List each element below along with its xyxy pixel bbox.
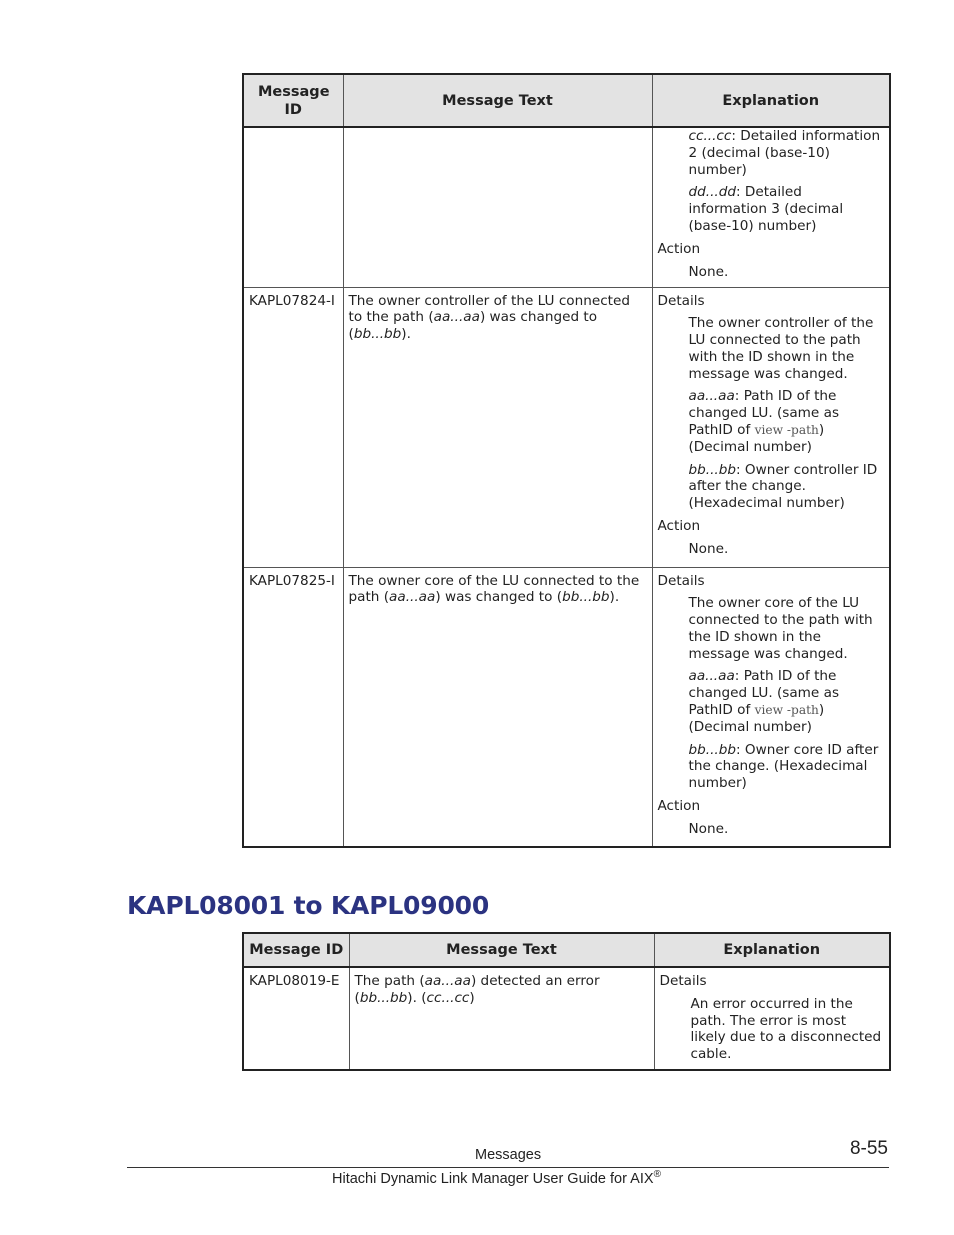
message-text-cell: The owner core of the LU connected to the path (aa...aa) was changed to (bb...bb).	[343, 567, 652, 847]
section-title: KAPL08001 to KAPL09000	[127, 891, 490, 920]
page-number: 8-55	[849, 1138, 888, 1159]
detail-bb: bb...bb: Owner core ID after the change. (Hexadecimal number)	[688, 741, 879, 792]
action-text: None.	[688, 263, 729, 280]
details-text: An error occurred in the path. The error is most likely due to a disconnected cable.	[690, 995, 882, 1063]
footer-divider	[127, 1167, 889, 1168]
detail-cc: cc...cc: Detailed information 2 (decimal (base-10) number)	[688, 128, 881, 178]
detail-dd: dd...dd: Detailed information 3 (decimal (base-10) number)	[688, 184, 844, 234]
detail-aa: aa...aa: Path ID of the changed LU. (same as PathID of view -path) (Decimal number)	[688, 668, 840, 735]
column-header-explanation: Explanation	[652, 74, 890, 127]
details-text: The owner controller of the LU connected to the path with the ID shown in the message was changed.	[688, 315, 874, 382]
table-row-continuation	[243, 127, 890, 287]
column-header-explanation: Explanation	[654, 933, 890, 967]
registered-mark: ®	[653, 1169, 661, 1181]
explanation-cell	[652, 127, 890, 287]
details-label: Details	[659, 973, 707, 989]
column-header-message-id: Message ID	[243, 74, 343, 127]
table-row	[243, 287, 890, 567]
action-label: Action	[657, 518, 701, 535]
action-text: None.	[688, 820, 729, 837]
table-row	[243, 567, 890, 847]
explanation-cell	[652, 287, 890, 567]
message-id-cell: KAPL07824-I	[243, 287, 343, 567]
footer-guide-title: Hitachi Dynamic Link Manager User Guide for AIX®	[332, 1169, 661, 1187]
column-header-message-text: Message Text	[343, 74, 652, 127]
action-label: Action	[657, 798, 701, 815]
detail-bb: bb...bb: Owner controller ID after the change. (Hexadecimal number)	[688, 461, 878, 512]
footer-section-name: Messages	[475, 1147, 542, 1163]
message-text-cell: The owner controller of the LU connected to the path (aa...aa) was changed to (bb...bb).	[343, 287, 652, 567]
column-header-message-id: Message ID	[243, 933, 349, 967]
message-id-cell	[243, 127, 343, 287]
explanation-cell	[652, 567, 890, 847]
details-label: Details	[657, 572, 705, 589]
message-text-cell	[343, 127, 652, 287]
message-id-cell: KAPL08019-E	[243, 967, 349, 1070]
explanation-cell	[654, 967, 890, 1070]
message-id-cell: KAPL07825-I	[243, 567, 343, 847]
message-table-kapl07000	[242, 73, 891, 848]
action-label: Action	[657, 240, 701, 257]
message-table-kapl08000	[242, 932, 891, 1071]
details-text: The owner core of the LU connected to the path with the ID shown in the message was changed.	[688, 595, 873, 662]
details-label: Details	[657, 292, 705, 309]
table-row	[243, 967, 890, 1070]
column-header-message-text: Message Text	[349, 933, 654, 967]
detail-aa: aa...aa: Path ID of the changed LU. (same as PathID of view -path) (Decimal number)	[688, 388, 840, 455]
action-text: None.	[688, 540, 729, 557]
message-text-cell: The path (aa...aa) detected an error (bb...bb). (cc...cc)	[349, 967, 654, 1070]
